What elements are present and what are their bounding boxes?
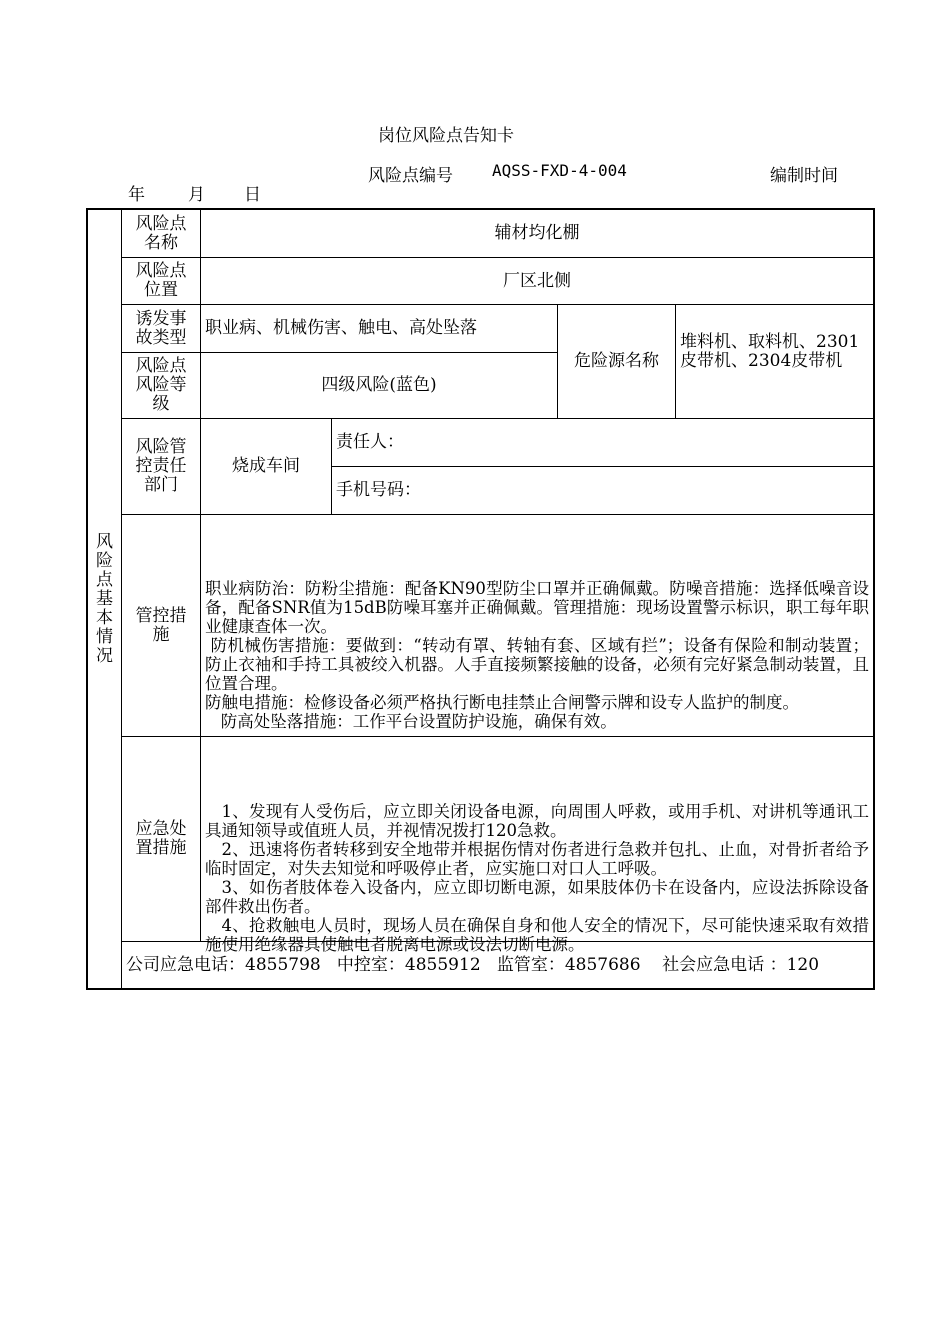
hazard-label-cell [558,305,675,418]
dept-label-cell [122,419,200,514]
emergency-label: 应急处置措施 [135,819,187,858]
grid-line [200,208,201,941]
hazard-value: 堆料机、取料机、2301皮带机、2304皮带机 [680,331,860,371]
name-label-cell [122,210,200,257]
location-label: 风险点位置 [135,261,187,300]
level-label: 风险点风险等级 [135,356,187,414]
hazard-label: 危险源名称 [574,351,659,371]
risk-code-value: AQSS-FXD-4-004 [492,161,627,180]
grid-line [121,514,874,515]
side-label-cell [88,210,121,988]
control-label: 管控措施 [135,605,187,645]
table-border-bottom [86,988,875,990]
control-line: 防机械伤害措施：要做到：“转动有罩、转轴有套、区域有拦”；设备有保险和制动装置；防止衣袖和手持工具被绞入机器。人手直接频繁接触的设备，必须有完好紧急制动装置，且位置合理。 [205,636,870,693]
emergency-label-cell [122,737,200,941]
phone-label: 手机号码： [336,480,421,500]
level-value: 四级风险(蓝色) [321,375,437,395]
grid-line [675,304,676,418]
hazard-value-cell [680,305,872,418]
date-month-label: 月 [188,185,205,205]
responsible-label: 责任人： [336,432,404,452]
dept-value-cell [201,419,331,514]
accident-value: 职业病、机械伤害、触电、高处坠落 [205,318,477,338]
accident-label: 诱发事故类型 [135,308,187,348]
location-label-cell [122,258,200,304]
date-year-label: 年 [128,185,145,205]
control-line: 职业病防治：防粉尘措施：配备KN90型防尘口罩并正确佩戴。防噪音措施：选择低噪音设备，配备SNR值为15dB防噪耳塞并正确佩戴。管理措施：现场设置警示标识，职工每年职业健康查体一次。 [205,579,869,636]
control-text [205,541,869,750]
dept-value: 烧成车间 [232,456,300,476]
table-border-right [873,208,875,990]
compile-time-label: 编制时间 [770,166,838,186]
location-value-cell [201,258,873,304]
control-line: 防高处坠落措施：工作平台设置防护设施，确保有效。 [205,712,617,731]
emergency-line: 3、如伤者肢体卷入设备内，应立即切断电源，如果肢体仍卡在设备内，应设法拆除设备部件救出伤者。 [205,878,869,916]
page-title: 岗位风险点告知卡 [378,126,514,146]
side-label: 风险点基本情况 [96,531,113,666]
control-line: 防触电措施：检修设备必须严格执行断电挂禁止合闸警示牌和设专人监护的制度。 [205,693,799,712]
emergency-line: 2、迅速将伤者转移到安全地带并根据伤情对伤者进行急救并包扎、止血，对骨折者给予临时固定，对失去知觉和呼吸停止者，应实施口对口人工呼吸。 [205,840,869,878]
control-label-cell [122,515,200,736]
responsible-cell [336,419,872,466]
date-day-label: 日 [244,185,261,205]
name-value-cell [201,210,873,257]
location-value: 厂区北侧 [503,270,571,291]
emergency-line: 4、抢救触电人员时，现场人员在确保自身和他人安全的情况下，尽可能快速采取有效措施使用绝缘器具使触电者脱离电源或设法切断电源。 [205,916,869,954]
accident-value-cell [205,305,555,352]
emergency-phones: 公司应急电话：4855798 中控室：4855912 监管室：4857686 社会应急电话 ：120 [126,954,820,975]
phone-cell [336,467,872,514]
level-label-cell [122,353,200,418]
risk-code-label: 风险点编号 [368,166,453,186]
accident-label-cell [122,305,200,352]
emergency-phone-row [126,942,872,988]
level-value-cell [201,353,557,418]
name-label: 风险点名称 [135,213,187,253]
name-value: 辅材均化棚 [494,223,580,243]
emergency-line: 1、发现有人受伤后，应立即关闭设备电源，向周围人呼救，或用手机、对讲机等通讯工具通知领导或值班人员，并视情况拨打120急救。 [205,802,869,840]
dept-label: 风险管控责任部门 [135,437,187,495]
